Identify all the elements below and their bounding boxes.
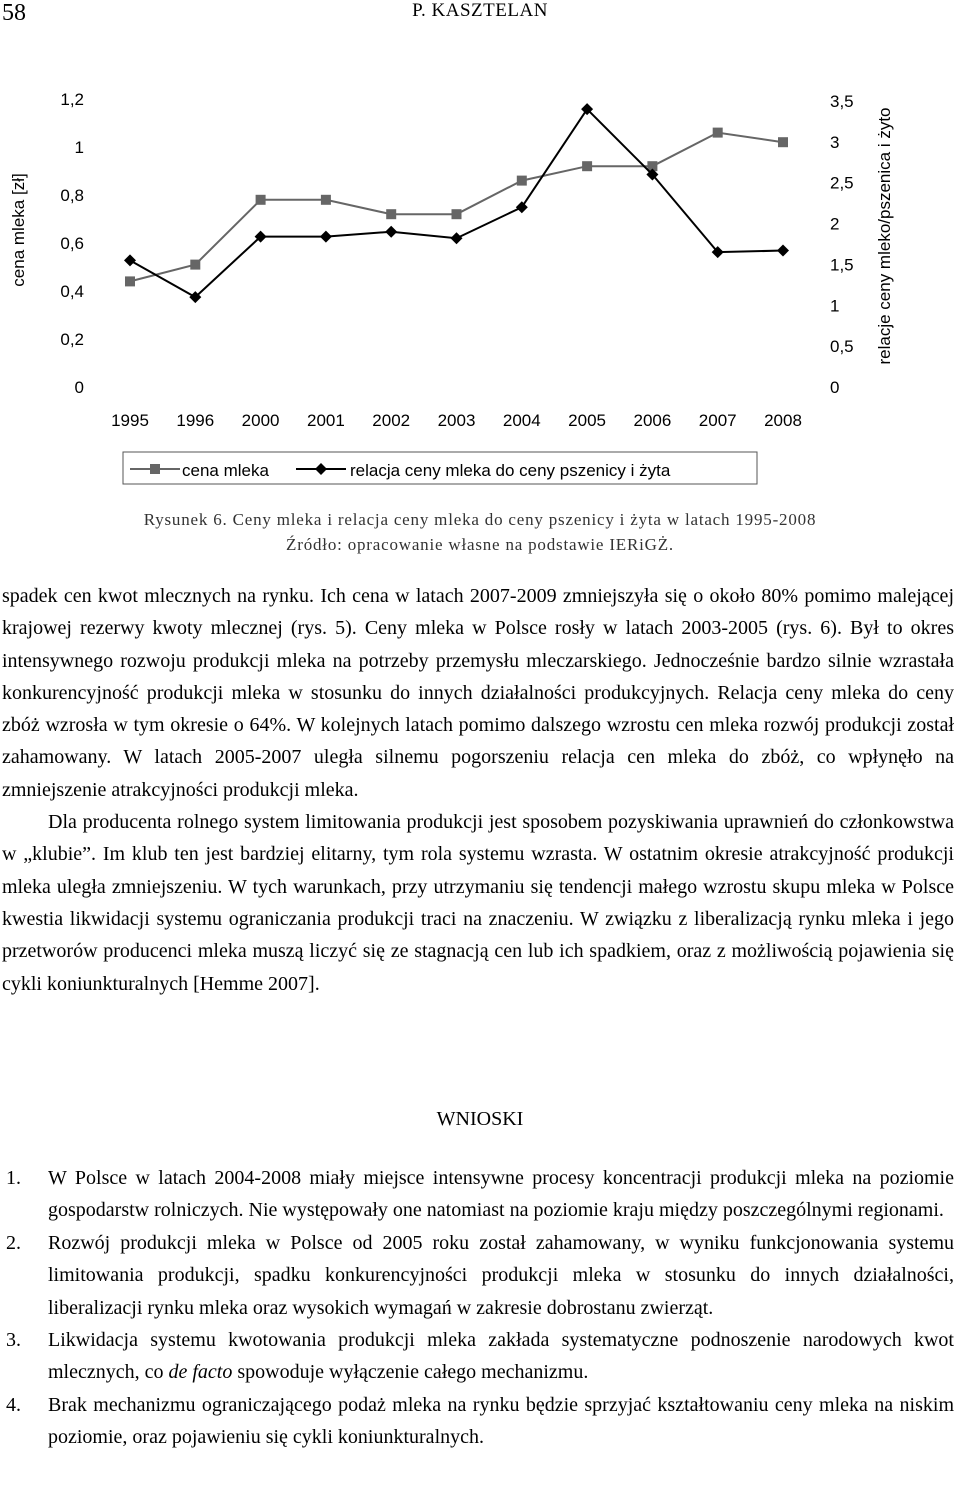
left-axis-tick-label: 0 [74,378,84,397]
section-title-conclusions: WNIOSKI [436,1108,524,1130]
conclusion-text-end: spowoduje wyłączenie całego mechanizmu. [232,1361,589,1384]
data-point-diamond [124,254,136,266]
data-point-square [517,176,527,186]
left-axis-title: cena mleka [zł] [9,173,28,287]
x-axis-tick-label: 2005 [568,411,607,430]
left-axis-tick-label: 0,6 [60,234,84,253]
left-axis-tick-label: 0,8 [60,186,84,205]
legend-label-relacja: relacja ceny mleka do ceny pszenicy i żyta [350,461,671,480]
running-header-author: P. KASZTELAN [412,0,548,21]
legend-marker-square [150,464,160,474]
left-axis-tick-label: 0,2 [60,330,84,349]
legend-label-cena-mleka: cena mleka [182,461,269,480]
conclusion-text-start: Likwidacja systemu kwotowania produkcji mleka zakłada systematyczne podnoszenie narodowych kwot mlecznych, co [48,1329,954,1384]
right-axis-tick-label: 1,5 [830,255,854,275]
x-axis-tick-label: 2001 [306,411,345,430]
conclusion-number: 2. [6,1231,21,1254]
data-point-square [582,161,592,171]
conclusion-text: Rozwój produkcji mleka w Polsce od 2005 roku został zahamowany, w wyniku funkcjonowania systemu limitowania produkcji, spadku konkurencyjności produkcji mleka w stosunku do innych działalności, liberalizacji rynku mleka oraz wysokich wymagań w zakresie dobrostanu zwierząt. [48,1231,954,1319]
left-axis-tick-label: 1,2 [60,90,84,109]
data-point-square [386,209,396,219]
right-axis-tick-label: 0,5 [830,337,854,357]
data-point-diamond [320,231,332,243]
conclusion-number: 4. [6,1393,21,1416]
milk-price-chart [0,60,960,492]
x-axis-tick-label: 2007 [698,411,737,430]
right-axis-title: relacje ceny mleko/pszenica i żyto [875,107,894,365]
x-axis-tick-label: 2003 [437,411,476,430]
right-axis-tick-label: 2,5 [830,173,854,193]
conclusions-list [2,1162,954,1454]
x-axis-tick-label: 1995 [111,411,149,430]
series-line-cena-mleka [130,133,783,282]
conclusion-text: Brak mechanizmu ograniczającego podaż mleka na rynku będzie sprzyjać kształtowaniu ceny mleka na niskim poziomie, oraz pojawieniu się cykli koniunkturalnych. [48,1393,954,1449]
data-point-diamond [516,201,528,213]
data-point-diamond [385,226,397,238]
conclusion-text: W Polsce w latach 2004-2008 miały miejsce intensywne procesy koncentracji produkcji mleka na poziomie gospodarstw rolniczych. Nie występowały one natomiast na poziomie kraju między poszczególnymi regionami. [48,1167,954,1222]
x-axis-tick-label: 1996 [176,411,215,430]
x-axis-tick-label: 2002 [372,411,411,430]
data-point-diamond [777,245,789,257]
conclusion-item [2,1227,954,1324]
data-point-diamond [451,232,463,244]
data-point-square [321,195,331,205]
series-line-relacja [130,109,783,297]
right-axis-tick-label: 3 [830,132,840,152]
figure-source: Źródło: opracowanie własne na podstawie IERiGŻ. [286,535,674,554]
right-axis-tick-label: 2 [830,214,840,234]
legend-marker-diamond [315,463,327,475]
conclusion-item [2,1162,954,1227]
conclusion-item [2,1324,954,1389]
data-point-square [256,195,266,205]
left-axis-tick-label: 0,4 [60,282,84,301]
x-axis-tick-label: 2000 [241,411,280,430]
page-number: 58 [2,0,26,26]
conclusion-item [2,1389,954,1454]
right-axis-tick-label: 3,5 [830,92,854,111]
x-axis-tick-label: 2004 [502,411,541,430]
data-point-square [778,137,788,147]
left-axis-tick-label: 1 [74,138,84,157]
x-axis-tick-label: 2006 [633,411,672,430]
data-point-square [713,128,723,138]
data-point-square [125,276,135,286]
data-point-square [190,260,200,270]
conclusion-number: 1. [6,1167,21,1189]
body-text [2,580,954,1000]
right-axis-tick-label: 0 [830,378,840,397]
right-axis-tick-label: 1 [830,296,840,316]
paragraph-2: Dla producenta rolnego system limitowania produkcji jest sposobem pozyskiwania uprawnień do członkowstwa w „klubie”. Im klub ten jest bardziej elitarny, tym rola systemu wzrasta. W ostatnim okresie atrakcyjność produkcji mleka uległa zmniejszeniu. W tych warunkach, przy utrzymaniu się tendencji małego wzrostu skupu mleka w Polsce kwestia likwidacji systemu ograniczania produkcji traci na znaczeniu. W związku z liberalizacją rynku mleka i jego przetworów producenci mleka muszą liczyć się ze stagnacją cen lub ich spadkiem, oraz z możliwością pojawienia się cykli koniunkturalnych [Hemme 2007]. [2,811,954,995]
figure-caption: Rysunek 6. Ceny mleka i relacja ceny mleka do ceny pszenicy i żyta w latach 1995-2008 [143,510,817,529]
conclusion-number: 3. [6,1329,21,1352]
paragraph-1: spadek cen kwot mlecznych na rynku. Ich cena w latach 2007-2009 zmniejszyła się o około 80% pomimo malejącej krajowej rezerwy kwoty mlecznej (rys. 5). Ceny mleka w Polsce rosły w latach 2003-2005 (rys. 6). Był to okres intensywnego rozwoju produkcji mleka na potrzeby przemysłu mleczarskiego. Jednocześnie bardzo silnie wzrastała konkurencyjność produkcji mleka w stosunku do innych działalności produkcyjnych. Relacja ceny mleka do ceny zbóż wzrosła w tym okresie o 64%. W kolejnych latach pomimo dalszego wzrostu cen mleka rozwój produkcji został zahamowany. W latach 2005-2007 uległa silnemu pogorszeniu relacja cen mleka do zbóż, co wpłynęło na zmniejszenie atrakcyjności produkcji mleka. [2,585,954,801]
data-point-square [452,209,462,219]
x-axis-tick-label: 2008 [764,411,802,430]
conclusion-text-italic: de facto [168,1361,233,1384]
